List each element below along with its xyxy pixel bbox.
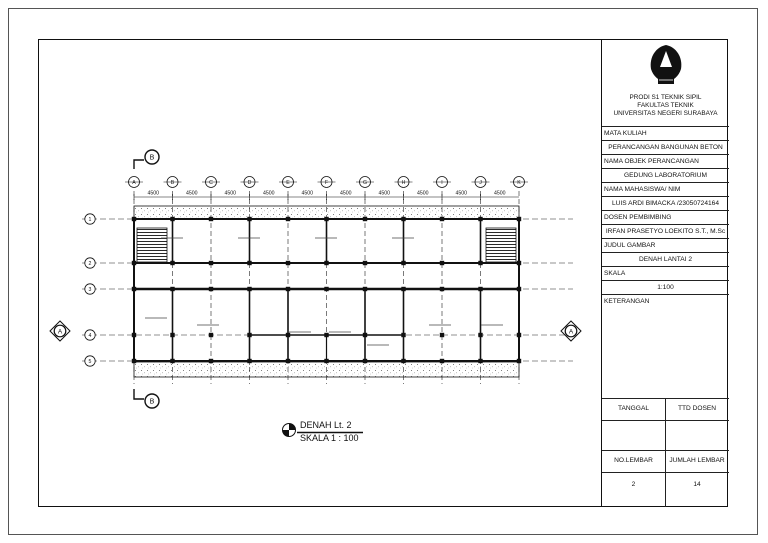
section-marker-label-0: B (149, 154, 155, 162)
grid-label-D: D (247, 180, 252, 187)
column-G3 (363, 287, 367, 291)
column-A3 (132, 287, 136, 291)
column-H5 (401, 359, 405, 363)
column-B5 (170, 359, 174, 363)
column-H3 (401, 287, 405, 291)
object-value: GEDUNG LABORATORIUM (602, 169, 729, 183)
bay-dimension-5: 4500 (339, 190, 352, 197)
grid-label-B: B (170, 180, 175, 187)
course-value: PERANCANGAN BANGUNAN BETON (602, 141, 729, 155)
bay-dimension-9: 4500 (493, 190, 506, 197)
bay-dimension-0: 4500 (147, 190, 160, 197)
institution-line-2: FAKULTAS TEKNIK (637, 102, 694, 109)
bay-dimension-1: 4500 (185, 190, 198, 197)
column-J3 (478, 287, 482, 291)
scale-value: 1:100 (602, 281, 729, 295)
sheet-total-value: 14 (693, 481, 701, 488)
column-D2 (247, 261, 251, 265)
column-H1 (401, 217, 405, 221)
bay-dimension-2: 4500 (224, 190, 237, 197)
column-F1 (324, 217, 328, 221)
column-A1 (132, 217, 136, 221)
column-I5 (440, 359, 444, 363)
notes-label: KETERANGAN (602, 295, 729, 399)
section-leader-top (134, 160, 144, 169)
column-H4 (401, 333, 405, 337)
column-J5 (478, 359, 482, 363)
column-K2 (517, 261, 521, 265)
sheet-no-value: 2 (631, 481, 636, 488)
grid-label-H: H (401, 180, 406, 187)
column-B2 (170, 261, 174, 265)
column-K5 (517, 359, 521, 363)
row-label-5: 5 (88, 359, 92, 365)
column-A5 (132, 359, 136, 363)
column-F5 (324, 359, 328, 363)
column-C5 (209, 359, 213, 363)
institution-line-1: PRODI S1 TEKNIK SIPIL (629, 94, 702, 101)
section-leader-bottom (134, 389, 144, 399)
column-G4 (363, 333, 367, 337)
column-G1 (363, 217, 367, 221)
drawing-title-label: JUDUL GAMBAR (602, 239, 729, 253)
column-D4 (247, 333, 251, 337)
scale-label: SKALA (602, 267, 729, 281)
column-E1 (286, 217, 290, 221)
column-K3 (517, 287, 521, 291)
column-A4 (132, 333, 136, 337)
grid-label-G: G (362, 180, 368, 187)
bay-dimension-3: 4500 (262, 190, 275, 197)
column-E2 (286, 261, 290, 265)
institution-header (602, 39, 729, 127)
column-K4 (517, 333, 521, 337)
column-J4 (478, 333, 482, 337)
lecturer-label: DOSEN PEMBIMBING (602, 211, 729, 225)
institution-line-3: UNIVERSITAS NEGERI SURABAYA (613, 110, 718, 117)
column-I3 (440, 287, 444, 291)
column-F4 (324, 333, 328, 337)
drawing-title-value: DENAH LANTAI 2 (602, 253, 729, 267)
column-G2 (363, 261, 367, 265)
column-H2 (401, 261, 405, 265)
date-signature-space (602, 421, 729, 451)
student-value: LUIS ARDI BIMACKA /23050724164 (602, 197, 729, 211)
section-marker-label-1: B (149, 398, 155, 406)
elevation-label-0: A (57, 328, 63, 336)
row-label-4: 4 (88, 333, 92, 339)
column-E4 (286, 333, 290, 337)
bay-dimension-8: 4500 (455, 190, 468, 197)
university-logo-icon (646, 43, 686, 87)
grid-label-E: E (286, 180, 290, 187)
title-block (601, 39, 728, 507)
stairs-left (137, 228, 167, 262)
column-E3 (286, 287, 290, 291)
column-K1 (517, 217, 521, 221)
column-G5 (363, 359, 367, 363)
column-F3 (324, 287, 328, 291)
column-B4 (170, 333, 174, 337)
bay-dimension-7: 4500 (416, 190, 429, 197)
column-D3 (247, 287, 251, 291)
row-label-2: 2 (88, 261, 92, 267)
grid-label-J: J (479, 180, 482, 187)
stairs-right (486, 228, 516, 262)
elevation-label-1: A (568, 328, 574, 336)
column-C3 (209, 287, 213, 291)
grid-label-C: C (209, 180, 213, 187)
column-I1 (440, 217, 444, 221)
plan-caption-title: DENAH Lt. 2 (300, 420, 352, 430)
column-C1 (209, 217, 213, 221)
sheet-no-label: NO.LEMBAR (614, 457, 653, 464)
bay-dimension-4: 4500 (301, 190, 314, 197)
row-label-1: 1 (88, 217, 92, 223)
signature-label: TTD DOSEN (677, 405, 717, 412)
grid-label-I: I (441, 180, 443, 187)
sheet-total-label: JUMLAH LEMBAR (669, 457, 725, 464)
grid-label-K: K (517, 180, 521, 187)
column-D1 (247, 217, 251, 221)
column-B1 (170, 217, 174, 221)
date-label: TANGGAL (617, 405, 650, 412)
bay-dimension-6: 4500 (378, 190, 391, 197)
student-label: NAMA MAHASISWA/ NIM (602, 183, 729, 197)
lecturer-value: IRFAN PRASETYO LOEKITO S.T., M.Sc (602, 225, 729, 239)
column-A2 (132, 261, 136, 265)
column-I2 (440, 261, 444, 265)
column-F2 (324, 261, 328, 265)
grid-label-A: A (132, 180, 136, 187)
course-label: MATA KULIAH (602, 127, 729, 141)
column-I4 (440, 333, 444, 337)
column-C4 (209, 333, 213, 337)
column-D5 (247, 359, 251, 363)
column-J2 (478, 261, 482, 265)
row-label-3: 3 (88, 287, 92, 293)
object-label: NAMA OBJEK PERANCANGAN (602, 155, 729, 169)
section-target-icon (281, 422, 297, 438)
column-C2 (209, 261, 213, 265)
plan-caption-scale: SKALA 1 : 100 (300, 433, 359, 443)
grid-label-F: F (324, 180, 329, 187)
column-B3 (170, 287, 174, 291)
column-E5 (286, 359, 290, 363)
column-J1 (478, 217, 482, 221)
